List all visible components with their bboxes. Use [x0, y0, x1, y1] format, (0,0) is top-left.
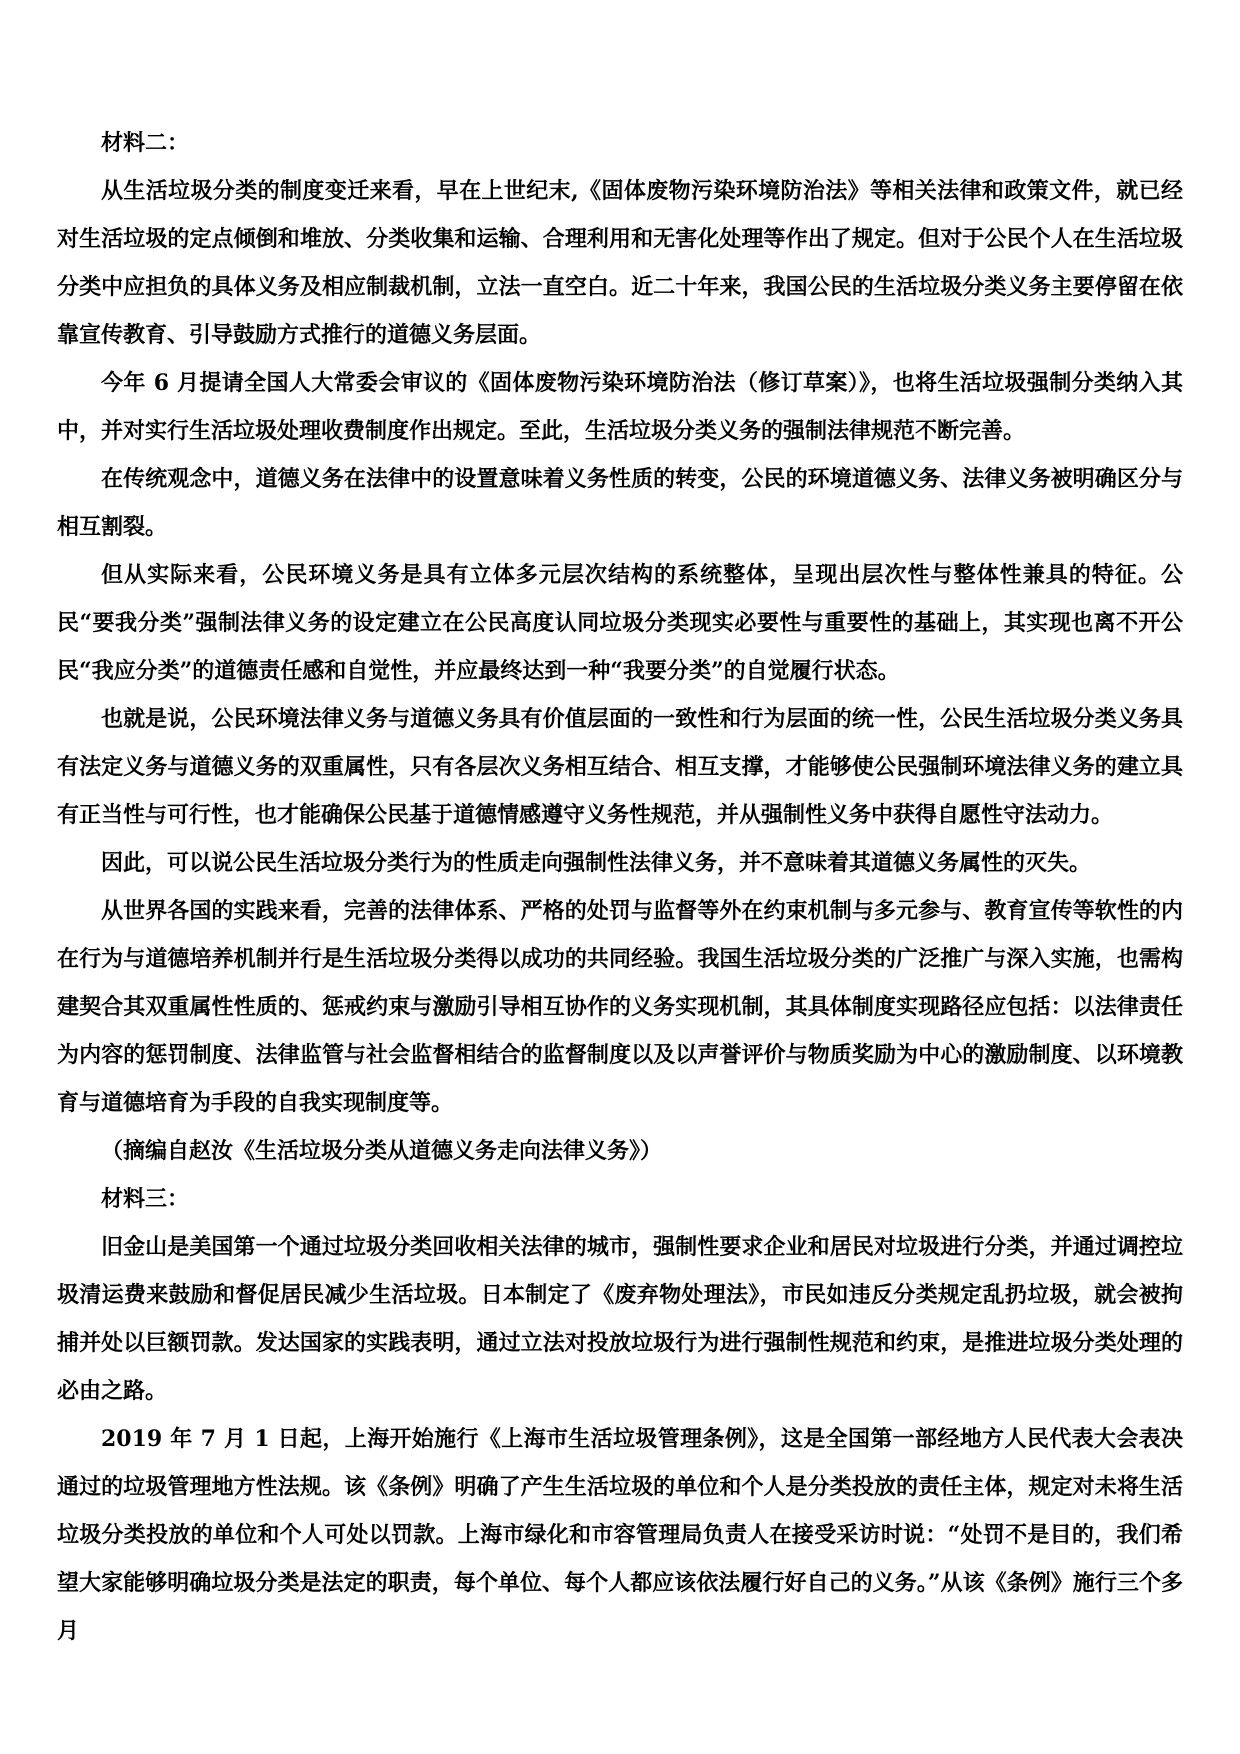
- material2-heading: 材料二：: [101, 130, 190, 156]
- material2-attribution: （摘编自赵汝《生活垃圾分类从道德义务走向法律义务》）: [101, 1138, 663, 1164]
- material2-paragraph-2: 今年 6 月提请全国人大常委会审议的《固体废物污染环境防治法（修订草案）》，也将生活垃圾强制分类纳入其中，并对实行生活垃圾处理收费制度作出规定。至此，生活垃圾分类义务的强制法律规范不断完善。: [57, 370, 1183, 444]
- material2-paragraph-4: 但从实际来看，公民环境义务是具有立体多元层次结构的系统整体，呈现出层次性与整体性兼具的特征。公民“要我分类”强制法律义务的设定建立在公民高度认同垃圾分类现实必要性与重要性的基础上，其实现也离不开公民“我应分类”的道德责任感和自觉性，并应最终达到一种“我要分类”的自觉履行状态。: [57, 562, 1183, 684]
- material2-paragraph-1: 从生活垃圾分类的制度变迁来看，早在上世纪末,《固体废物污染环境防治法》等相关法律和政策文件，就已经对生活垃圾的定点倾倒和堆放、分类收集和运输、合理利用和无害化处理等作出了规定。但对于公民个人在生活垃圾分类中应担负的具体义务及相应制裁机制，立法一直空白。近二十年来，我国公民的生活垃圾分类义务主要停留在依靠宣传教育、引导鼓励方式推行的道德义务层面。: [57, 178, 1183, 348]
- material3-paragraph-1: 旧金山是美国第一个通过垃圾分类回收相关法律的城市，强制性要求企业和居民对垃圾进行分类，并通过调控垃圾清运费来鼓励和督促居民减少生活垃圾。日本制定了《废弃物处理法》，市民如违反分类规定乱扔垃圾，就会被拘捕并处以巨额罚款。发达国家的实践表明，通过立法对投放垃圾行为进行强制性规范和约束，是推进垃圾分类处理的必由之路。: [57, 1234, 1183, 1404]
- text-column: [57, 0, 1183, 1655]
- material3-heading: 材料三：: [101, 1186, 190, 1212]
- material2-paragraph-3: 在传统观念中，道德义务在法律中的设置意味着义务性质的转变，公民的环境道德义务、法律义务被明确区分与相互割裂。: [57, 466, 1183, 540]
- material2-paragraph-5: 也就是说，公民环境法律义务与道德义务具有价值层面的一致性和行为层面的统一性，公民生活垃圾分类义务具有法定义务与道德义务的双重属性，只有各层次义务相互结合、相互支撑，才能够使公民强制环境法律义务的建立具有正当性与可行性，也才能确保公民基于道德情感遵守义务性规范，并从强制性义务中获得自愿性守法动力。: [57, 706, 1183, 828]
- material3-paragraph-2: 2019 年 7 月 1 日起，上海开始施行《上海市生活垃圾管理条例》，这是全国第一部经地方人民代表大会表决通过的垃圾管理地方性法规。该《条例》明确了产生生活垃圾的单位和个人是分类投放的责任主体，规定对未将生活垃圾分类投放的单位和个人可处以罚款。上海市绿化和市容管理局负责人在接受采访时说：“处罚不是目的，我们希望大家能够明确垃圾分类是法定的职责，每个单位、每个人都应该依法履行好自己的义务。”从该《条例》施行三个多月: [57, 1426, 1183, 1644]
- material2-paragraph-7: 从世界各国的实践来看，完善的法律体系、严格的处罚与监督等外在约束机制与多元参与、教育宣传等软性的内在行为与道德培养机制并行是生活垃圾分类得以成功的共同经验。我国生活垃圾分类的广泛推广与深入实施，也需构建契合其双重属性性质的、惩戒约束与激励引导相互协作的义务实现机制，其具体制度实现路径应包括：以法律责任为内容的惩罚制度、法律监管与社会监督相结合的监督制度以及以声誉评价与物质奖励为中心的激励制度、以环境教育与道德培育为手段的自我实现制度等。: [57, 898, 1183, 1116]
- material2-paragraph-6: 因此，可以说公民生活垃圾分类行为的性质走向强制性法律义务，并不意味着其道德义务属性的灭失。: [101, 850, 1092, 876]
